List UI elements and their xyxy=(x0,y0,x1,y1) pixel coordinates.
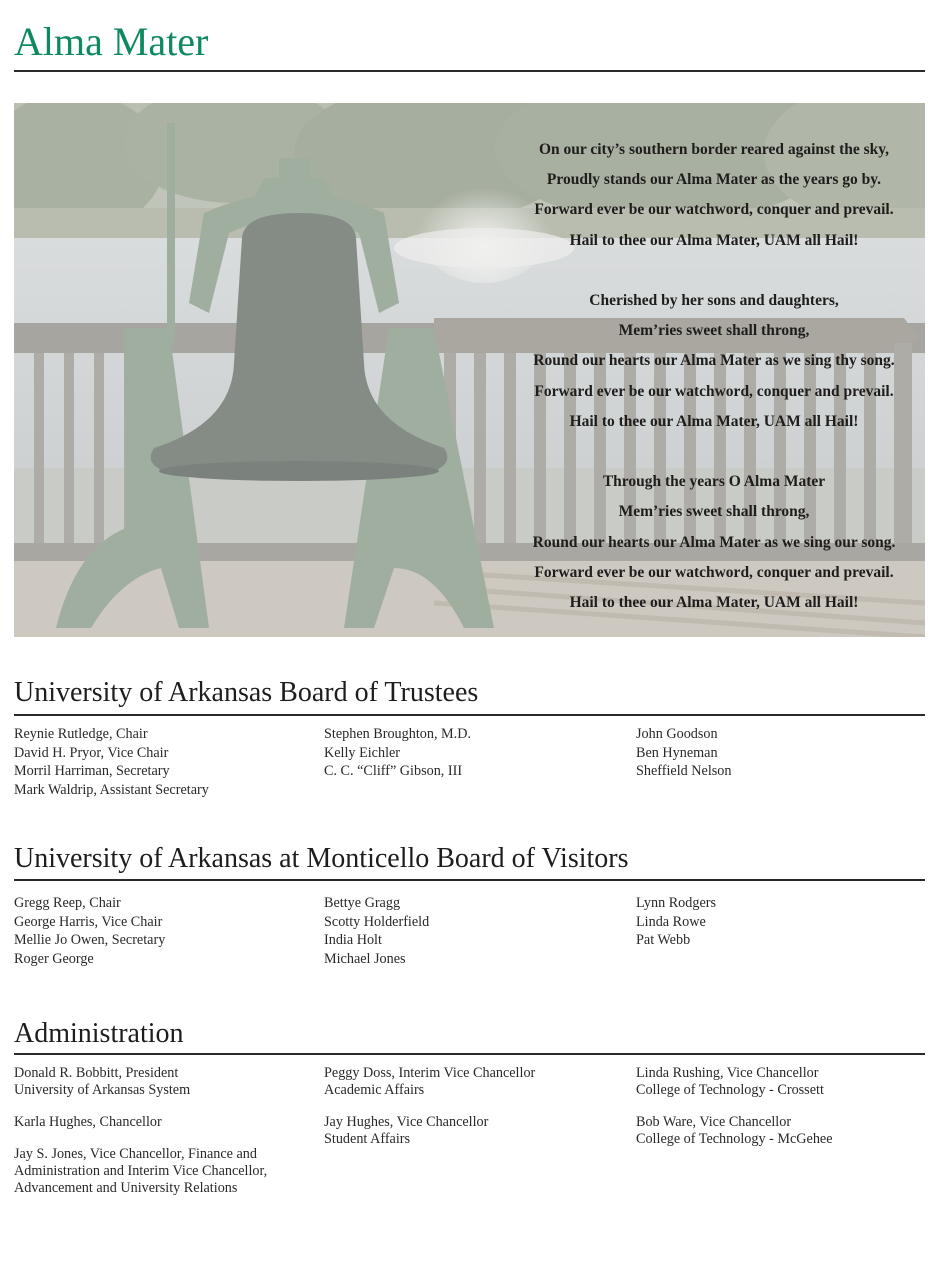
lyric-line: Proudly stands our Alma Mater as the years go by. xyxy=(546,171,882,189)
member-name: Mark Waldrip, Assistant Secretary xyxy=(14,781,209,798)
lyric-line: Hail to thee our Alma Mater, UAM all Hail! xyxy=(569,594,859,612)
page-title: Alma Mater xyxy=(14,19,209,64)
admin-entry xyxy=(324,1065,535,1099)
member-name: John Goodson xyxy=(636,726,718,742)
trustees-column-2 xyxy=(324,725,471,781)
admin-entry xyxy=(324,1114,535,1148)
admin-name-title: Peggy Doss, Interim Vice Chancellor xyxy=(324,1065,536,1081)
admin-entry xyxy=(14,1146,267,1197)
admin-unit: University of Arkansas System xyxy=(14,1082,191,1098)
alma-mater-lyrics xyxy=(504,135,924,618)
administration-rule xyxy=(14,1053,925,1055)
trustees-rule xyxy=(14,714,925,716)
member-name: Stephen Broughton, M.D. xyxy=(324,726,471,742)
visitors-column-1 xyxy=(14,894,165,968)
member-name: George Harris, Vice Chair xyxy=(14,913,163,930)
lyric-line: Round our hearts our Alma Mater as we sing thy song. xyxy=(533,352,895,370)
admin-unit: Advancement and University Relations xyxy=(14,1180,238,1196)
admin-name-title: Jay S. Jones, Vice Chancellor, Finance and xyxy=(14,1146,257,1162)
lyric-line: Forward ever be our watchword, conquer and prevail. xyxy=(534,563,894,581)
lyric-line: Hail to thee our Alma Mater, UAM all Hail! xyxy=(569,231,859,249)
administration-column-3 xyxy=(636,1065,833,1148)
member-name: Gregg Reep, Chair xyxy=(14,895,121,911)
visitors-rule xyxy=(14,879,925,881)
member-name: India Holt xyxy=(324,932,382,949)
lyric-line: Cherished by her sons and daughters, xyxy=(589,292,839,309)
administration-column-1 xyxy=(14,1065,267,1197)
member-name: Mellie Jo Owen, Secretary xyxy=(14,932,166,949)
visitors-heading: University of Arkansas at Monticello Board of Visitors xyxy=(14,843,629,874)
lyric-line: Hail to thee our Alma Mater, UAM all Hail! xyxy=(569,412,859,430)
title-rule xyxy=(14,70,925,72)
lyric-line: Forward ever be our watchword, conquer and prevail. xyxy=(534,382,894,400)
lyrics-stanza-3 xyxy=(504,467,924,618)
lyrics-stanza-2 xyxy=(504,286,924,437)
lyric-line: Mem’ries sweet shall throng, xyxy=(618,322,810,340)
admin-entry xyxy=(636,1065,833,1099)
admin-name-title: Jay Hughes, Vice Chancellor xyxy=(324,1114,489,1130)
visitors-column-3 xyxy=(636,894,716,950)
member-name: David H. Pryor, Vice Chair xyxy=(14,744,169,761)
admin-unit: College of Technology - Crossett xyxy=(636,1082,824,1098)
stanza-gap xyxy=(504,437,924,467)
member-name: Roger George xyxy=(14,950,94,967)
admin-unit: College of Technology - McGehee xyxy=(636,1131,833,1147)
member-name: Morril Harriman, Secretary xyxy=(14,763,170,780)
member-name: Ben Hyneman xyxy=(636,744,718,761)
admin-unit: Student Affairs xyxy=(324,1131,411,1147)
trustees-column-3 xyxy=(636,725,732,781)
lyric-line: Through the years O Alma Mater xyxy=(602,473,826,491)
lyric-line: Forward ever be our watchword, conquer and prevail. xyxy=(534,201,894,219)
member-name: Lynn Rodgers xyxy=(636,895,716,911)
lyric-line: On our city’s southern border reared against the sky, xyxy=(538,141,890,158)
admin-name-title: Linda Rushing, Vice Chancellor xyxy=(636,1065,819,1081)
trustees-column-1 xyxy=(14,725,209,799)
member-name: Pat Webb xyxy=(636,932,691,949)
administration-column-2 xyxy=(324,1065,535,1148)
alma-mater-photo xyxy=(14,103,925,637)
member-name: Linda Rowe xyxy=(636,913,706,930)
member-name: Sheffield Nelson xyxy=(636,763,732,780)
admin-entry xyxy=(14,1065,267,1099)
trustees-heading: University of Arkansas Board of Trustees xyxy=(14,677,479,708)
admin-unit: Academic Affairs xyxy=(324,1082,425,1098)
visitors-column-2 xyxy=(324,894,429,968)
admin-entry xyxy=(14,1114,267,1131)
administration-heading: Administration xyxy=(14,1018,184,1049)
lyric-line: Round our hearts our Alma Mater as we sing our song. xyxy=(532,533,896,551)
admin-unit: Administration and Interim Vice Chancellor, xyxy=(14,1163,268,1179)
member-name: Scotty Holderfield xyxy=(324,913,430,930)
stanza-gap xyxy=(504,256,924,286)
member-name: Michael Jones xyxy=(324,950,406,967)
lyric-line: Mem’ries sweet shall throng, xyxy=(618,503,810,521)
member-name: Reynie Rutledge, Chair xyxy=(14,726,148,742)
admin-name-title: Donald R. Bobbitt, President xyxy=(14,1065,179,1081)
admin-name-title: Karla Hughes, Chancellor xyxy=(14,1114,162,1130)
member-name: Bettye Gragg xyxy=(324,895,401,911)
admin-entry xyxy=(636,1114,833,1148)
member-name: C. C. “Cliff” Gibson, III xyxy=(324,763,463,780)
lyrics-stanza-1 xyxy=(504,135,924,256)
admin-name-title: Bob Ware, Vice Chancellor xyxy=(636,1114,792,1130)
member-name: Kelly Eichler xyxy=(324,744,401,761)
